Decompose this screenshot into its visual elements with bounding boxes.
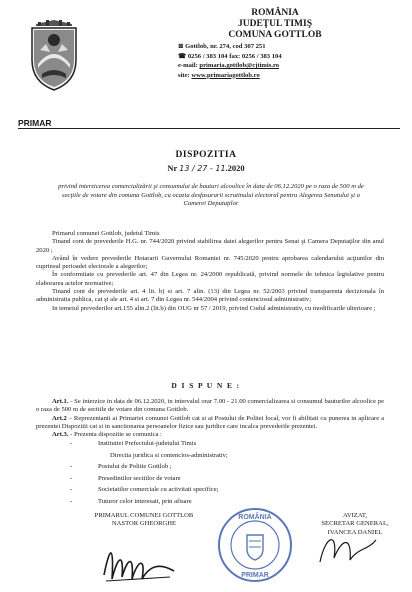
endorsement-label: AVIZAT, bbox=[342, 512, 368, 519]
county-name: JUDEŢUL TIMIŞ bbox=[237, 19, 312, 29]
country-name: ROMÂNIA bbox=[251, 8, 299, 18]
considerations-block bbox=[36, 230, 384, 313]
consideration-paragraph: Tinand cont de prevederile H.G. nr. 744/2020 privind stabilirea datei alegerilor pentru Senat şi Camera Deputaţilor din anul 2020 ; bbox=[36, 238, 384, 254]
consideration-paragraph: Tinand cont de prevederile art. 4 lit. b) si art. 7 alin. (13) din Legea nr. 52/2003 privind transparenta decizionala în administratia publica, cat şi ale art. 4 si art. 7 din Legea nr. 544/2004 privind contenciosul administrativ; bbox=[36, 288, 384, 304]
consideration-paragraph: In temeiul prevederilor art.155 alin.2 (lit.b) din OUG nr 57 / 2019, privind Codul administrativ, cu modificarile ulterioare ; bbox=[52, 304, 376, 312]
list-item-text: Institutiei Prefectului-judetului Timis bbox=[98, 440, 197, 447]
number-year: .2020 bbox=[225, 163, 245, 173]
address-line: ⊠ Gottlob, nr. 274, cod 307 251 bbox=[178, 43, 266, 50]
dash-marker: - bbox=[70, 497, 73, 505]
header-divider bbox=[18, 128, 400, 129]
consideration-paragraph: Având în vedere prevederile Hotararii Guvernului Romaniei nr. 745/2020 pentru aprobarea calendarului acţiunilor din cuprinsul perioadei electorale a alegerilor; bbox=[36, 254, 384, 271]
stamp-text-top: ROMÂNIA bbox=[238, 514, 272, 521]
document-title: DISPOZITIA bbox=[175, 150, 237, 160]
site-line bbox=[178, 71, 398, 81]
recipients-list bbox=[70, 440, 370, 510]
articles-block bbox=[36, 398, 384, 439]
email-link[interactable]: primaria.gottlob@cjtimis.ro bbox=[199, 62, 280, 69]
list-item bbox=[70, 475, 370, 483]
list-item-text: Presedintilor sectiilor de votare bbox=[98, 474, 181, 482]
secretary-name: IVANCEA DANIEL bbox=[327, 528, 383, 536]
article-label: Art.2 bbox=[52, 414, 67, 422]
article-label: Art.1. bbox=[52, 398, 69, 405]
list-item-text: Directia juridica si contencios-administrativ; bbox=[110, 451, 228, 459]
secretary-title: SECRETAR GENERAL, bbox=[321, 520, 389, 528]
article-paragraph bbox=[36, 398, 384, 415]
mayor-signature-block bbox=[84, 512, 204, 529]
article-paragraph bbox=[36, 431, 384, 439]
commune-name: COMUNA GOTTLOB bbox=[228, 30, 322, 40]
dash-marker: - bbox=[70, 463, 73, 471]
dash-marker: - bbox=[70, 486, 73, 494]
handwritten-number: 13 / 27 - 11 bbox=[179, 164, 226, 173]
mayor-name: NASTOR GHEORGHE bbox=[111, 520, 177, 528]
institution-header bbox=[150, 8, 400, 41]
article-text: – Reprezentanti ai Primariei comunei Gottlob cat si ai Postului de Politei local, vor fi abilitati cu punerea in aplicare a prezentei Dispozitii cat si in sanctionarea persoanelor fizice sau juridice care incalca prevederile prezentei. bbox=[36, 414, 384, 430]
office-label: PRIMAR bbox=[18, 118, 52, 128]
secretary-signature-icon bbox=[312, 528, 382, 574]
list-item-text: Postului de Politie Gottlob ; bbox=[98, 463, 172, 471]
list-item bbox=[70, 486, 370, 494]
subject-paragraph: privind interzicerea comercializării şi consumului de bauturi alcoolice în data de 06.12.2020 pe o raza de 500 m de secţiile de votare din comuna Gottlob, cu ocazia desfasurarii scrutinului electoral pentru Alegerea Senatului şi a Camerei Deputaţilor bbox=[58, 183, 364, 208]
list-item bbox=[70, 452, 370, 460]
list-item bbox=[70, 440, 370, 448]
consideration-paragraph: În conformitate cu prevederile art. 47 din Legea nr. 24/2000 republicată, privind normele de tehnica legislative pentru elaborarea actelor normative; bbox=[36, 271, 384, 287]
contact-block bbox=[178, 42, 398, 80]
document-number bbox=[0, 163, 412, 173]
mayor-title: PRIMARUL COMUNEI GOTTLOB bbox=[94, 512, 194, 519]
mayor-signature-icon bbox=[100, 535, 178, 587]
dispune-heading: D I S P U N E : bbox=[171, 381, 241, 390]
article-text: - Se interzice in data de 06.12.2020, in intervalul orar 7.00 - 21.00 comercializarea si consumul bauturilor alcoolice pe o raza de 500 m de sectiile de votare din comuna Gottlob. bbox=[36, 398, 384, 414]
list-item bbox=[70, 463, 370, 471]
email-line bbox=[178, 61, 398, 71]
email-label: e-mail: bbox=[178, 62, 200, 69]
list-item-text: Societatilor comerciale cu activitati specifice; bbox=[98, 486, 219, 494]
article-text: - Prezenta dispozitie se comunica : bbox=[68, 431, 162, 439]
article-label: Art.3. bbox=[52, 431, 69, 439]
dash-marker: - bbox=[70, 474, 73, 482]
dash-marker: - bbox=[70, 440, 73, 447]
stamp-text-bottom: PRIMAR bbox=[241, 572, 269, 579]
article-paragraph bbox=[36, 415, 384, 432]
number-prefix: Nr bbox=[167, 163, 178, 173]
coat-of-arms-icon bbox=[28, 20, 80, 92]
site-link[interactable]: www.primariagottlob.ro bbox=[191, 71, 260, 79]
consideration-paragraph: Primarul comunei Gottlob, judetul Timis bbox=[52, 230, 160, 237]
site-label: site: bbox=[178, 71, 192, 79]
list-item-text: Tuturor celor interesati, prin afisare bbox=[98, 497, 192, 505]
official-stamp-icon bbox=[215, 505, 295, 585]
phone-line: ☎ 0256 / 383 104 fax: 0256 / 383 104 bbox=[178, 52, 282, 60]
